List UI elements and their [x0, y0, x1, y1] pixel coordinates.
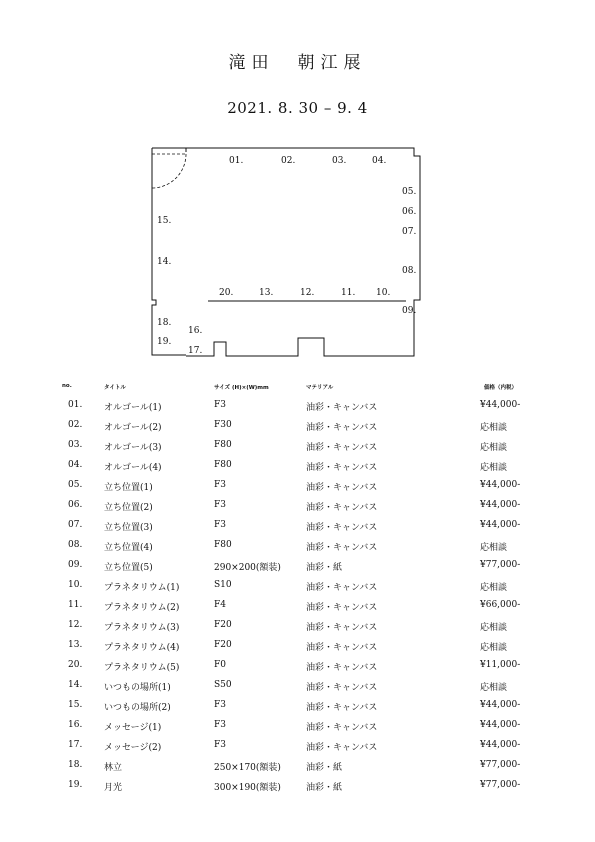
plan-label-04: 04.: [372, 156, 387, 166]
plan-label-11: 11.: [341, 288, 356, 298]
cell-no: 05.: [68, 480, 83, 490]
cell-material: 油彩・キャンバス: [306, 543, 378, 553]
table-row: [0, 740, 595, 760]
cell-price: 応相談: [480, 623, 508, 633]
table-row: [0, 480, 595, 500]
cell-size: F20: [214, 640, 232, 650]
cell-material: 油彩・キャンバス: [306, 523, 378, 533]
table-row: [0, 640, 595, 660]
cell-price: ¥44,000-: [480, 740, 521, 750]
cell-size: F3: [214, 500, 226, 510]
table-header: [0, 383, 595, 395]
plan-label-10: 10.: [376, 288, 391, 298]
cell-title: メッセージ(2): [104, 743, 162, 753]
cell-material: 油彩・キャンバス: [306, 743, 378, 753]
cell-no: 04.: [68, 460, 83, 470]
table-row: [0, 620, 595, 640]
header-title: タイトル: [104, 385, 126, 391]
cell-material: 油彩・キャンバス: [306, 463, 378, 473]
plan-label-03: 03.: [332, 156, 347, 166]
cell-no: 14.: [68, 680, 83, 690]
cell-size: F3: [214, 740, 226, 750]
plan-label-06: 06.: [402, 207, 417, 217]
cell-no: 12.: [68, 620, 83, 630]
cell-size: F0: [214, 660, 226, 670]
cell-size: F80: [214, 460, 232, 470]
cell-price: 応相談: [480, 423, 508, 433]
plan-label-07: 07.: [402, 227, 417, 237]
cell-size: F3: [214, 480, 226, 490]
cell-size: 300×190(額装): [214, 783, 281, 793]
table-row: [0, 420, 595, 440]
table-row: [0, 540, 595, 560]
cell-title: オルゴール(1): [104, 403, 162, 413]
cell-price: ¥44,000-: [480, 520, 521, 530]
cell-material: 油彩・紙: [306, 563, 343, 573]
cell-no: 16.: [68, 720, 83, 730]
cell-title: プラネタリウム(2): [104, 603, 180, 613]
table-row: [0, 400, 595, 420]
cell-title: 立ち位置(3): [104, 523, 153, 533]
cell-size: F80: [214, 540, 232, 550]
cell-title: オルゴール(2): [104, 423, 162, 433]
cell-title: 立ち位置(4): [104, 543, 153, 553]
cell-material: 油彩・キャンバス: [306, 643, 378, 653]
cell-price: 応相談: [480, 543, 508, 553]
cell-size: F3: [214, 720, 226, 730]
table-row: [0, 680, 595, 700]
table-row: [0, 720, 595, 740]
plan-label-17: 17.: [188, 346, 203, 356]
cell-price: ¥77,000-: [480, 560, 521, 570]
table-row: [0, 660, 595, 680]
cell-price: ¥44,000-: [480, 720, 521, 730]
cell-size: S50: [214, 680, 232, 690]
cell-size: F80: [214, 440, 232, 450]
table-row: [0, 700, 595, 720]
cell-title: メッセージ(1): [104, 723, 162, 733]
cell-no: 13.: [68, 640, 83, 650]
cell-price: 応相談: [480, 683, 508, 693]
cell-no: 08.: [68, 540, 83, 550]
cell-material: 油彩・キャンバス: [306, 663, 378, 673]
plan-label-14: 14.: [157, 257, 172, 267]
cell-price: ¥44,000-: [480, 400, 521, 410]
plan-label-19: 19.: [157, 337, 172, 347]
table-row: [0, 460, 595, 480]
cell-title: 立ち位置(5): [104, 563, 153, 573]
table-row: [0, 520, 595, 540]
table-row: [0, 560, 595, 580]
plan-label-16: 16.: [188, 326, 203, 336]
cell-material: 油彩・キャンバス: [306, 703, 378, 713]
cell-material: 油彩・キャンバス: [306, 723, 378, 733]
cell-price: ¥44,000-: [480, 700, 521, 710]
cell-material: 油彩・キャンバス: [306, 603, 378, 613]
cell-size: F3: [214, 400, 226, 410]
cell-no: 19.: [68, 780, 83, 790]
cell-title: プラネタリウム(5): [104, 663, 180, 673]
cell-title: いつもの場所(1): [104, 683, 171, 693]
cell-title: 立ち位置(2): [104, 503, 153, 513]
cell-title: オルゴール(4): [104, 463, 162, 473]
door-swing-icon: [152, 154, 186, 188]
cell-material: 油彩・キャンバス: [306, 623, 378, 633]
cell-no: 15.: [68, 700, 83, 710]
cell-no: 09.: [68, 560, 83, 570]
cell-size: F3: [214, 700, 226, 710]
plan-label-12: 12.: [300, 288, 315, 298]
cell-no: 03.: [68, 440, 83, 450]
plan-label-15: 15.: [157, 216, 172, 226]
cell-no: 18.: [68, 760, 83, 770]
cell-no: 02.: [68, 420, 83, 430]
table-row: [0, 780, 595, 800]
cell-material: 油彩・紙: [306, 763, 343, 773]
table-row: [0, 440, 595, 460]
table-row: [0, 760, 595, 780]
cell-no: 11.: [68, 600, 83, 610]
cell-title: いつもの場所(2): [104, 703, 171, 713]
header-price: 価格（内税）: [484, 385, 518, 391]
cell-size: F3: [214, 520, 226, 530]
cell-material: 油彩・紙: [306, 783, 343, 793]
cell-price: 応相談: [480, 463, 508, 473]
cell-no: 01.: [68, 400, 83, 410]
cell-price: ¥44,000-: [480, 480, 521, 490]
cell-price: 応相談: [480, 443, 508, 453]
cell-no: 10.: [68, 580, 83, 590]
floor-plan: [0, 0, 595, 380]
cell-size: F30: [214, 420, 232, 430]
exhibition-title: 滝田 朝江展: [228, 53, 367, 73]
cell-size: F4: [214, 600, 226, 610]
cell-price: ¥77,000-: [480, 760, 521, 770]
table-row: [0, 600, 595, 620]
header-size: サイズ (H)×(W)mm: [214, 385, 269, 391]
plan-label-18: 18.: [157, 318, 172, 328]
cell-price: ¥11,000-: [480, 660, 521, 670]
cell-size: S10: [214, 580, 232, 590]
cell-material: 油彩・キャンバス: [306, 683, 378, 693]
cell-price: ¥66,000-: [480, 600, 521, 610]
header-material: マテリアル: [306, 385, 334, 391]
cell-size: 290×200(額装): [214, 563, 281, 573]
plan-label-09: 09.: [402, 306, 417, 316]
cell-no: 06.: [68, 500, 83, 510]
plan-label-05: 05.: [402, 187, 417, 197]
floor-plan-walls: [152, 148, 420, 356]
cell-material: 油彩・キャンバス: [306, 503, 378, 513]
cell-no: 17.: [68, 740, 83, 750]
cell-title: 立ち位置(1): [104, 483, 153, 493]
cell-material: 油彩・キャンバス: [306, 403, 378, 413]
plan-label-01: 01.: [229, 156, 244, 166]
cell-size: F20: [214, 620, 232, 630]
cell-price: ¥77,000-: [480, 780, 521, 790]
cell-size: 250×170(額装): [214, 763, 281, 773]
floor-plan-labels: [157, 156, 416, 356]
cell-title: プラネタリウム(3): [104, 623, 180, 633]
cell-price: 応相談: [480, 643, 508, 653]
cell-material: 油彩・キャンバス: [306, 423, 378, 433]
cell-title: 林立: [104, 763, 123, 773]
plan-label-02: 02.: [281, 156, 296, 166]
cell-title: 月光: [104, 783, 123, 793]
cell-price: 応相談: [480, 583, 508, 593]
plan-label-08: 08.: [402, 266, 417, 276]
cell-no: 07.: [68, 520, 83, 530]
plan-label-13: 13.: [259, 288, 274, 298]
cell-material: 油彩・キャンバス: [306, 583, 378, 593]
table-row: [0, 580, 595, 600]
cell-title: オルゴール(3): [104, 443, 162, 453]
cell-material: 油彩・キャンバス: [306, 483, 378, 493]
cell-price: ¥44,000-: [480, 500, 521, 510]
table-row: [0, 500, 595, 520]
header-no: no.: [62, 383, 72, 389]
cell-no: 20.: [68, 660, 83, 670]
cell-title: プラネタリウム(4): [104, 643, 180, 653]
plan-label-20: 20.: [219, 288, 234, 298]
cell-title: プラネタリウム(1): [104, 583, 180, 593]
cell-material: 油彩・キャンバス: [306, 443, 378, 453]
exhibition-dates: 2021. 8. 30 – 9. 4: [227, 99, 368, 117]
